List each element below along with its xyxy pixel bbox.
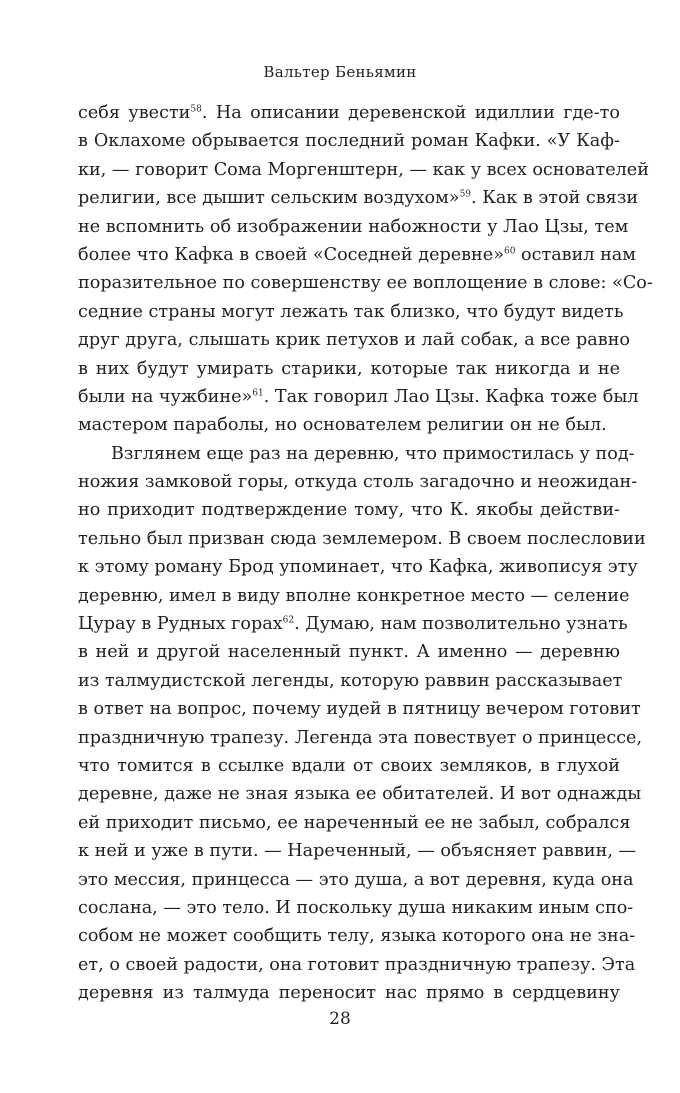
text-run: из талмудистской легенды, которую раввин рассказывает xyxy=(78,670,623,691)
text-line xyxy=(78,553,638,581)
text-line xyxy=(78,440,635,468)
text-run: Взглянем еще раз на деревню, что примостилась у под- xyxy=(111,443,635,464)
text-line xyxy=(78,866,634,894)
text-run: ки, — говорит Сома Моргенштерн, — как у всех основателей xyxy=(78,159,649,180)
text-line xyxy=(78,695,641,723)
text-line xyxy=(78,837,637,865)
text-line xyxy=(78,667,623,695)
running-head-author: Вальтер Беньямин xyxy=(263,63,417,81)
text-run: оставил нам xyxy=(515,244,636,265)
text-run: Цурау в Рудных горах xyxy=(78,614,283,635)
text-run: ет, о своей радости, она готовит праздничную трапезу. Эта xyxy=(78,954,636,975)
footnote-ref: 58 xyxy=(190,104,202,115)
text-run: праздничную трапезу. Легенда эта повествует о принцессе, xyxy=(78,727,643,748)
text-line xyxy=(78,411,620,439)
footnote-ref: 61 xyxy=(252,388,264,399)
text-run: мастером параболы, но основателем религии он не был. xyxy=(78,415,607,436)
text-line xyxy=(78,582,630,610)
text-run: собом не может сообщить телу, языка которого она не зна- xyxy=(78,926,636,947)
text-run: это мессия, принцесса — это душа, а вот деревня, куда она xyxy=(78,869,634,890)
text-run: ей приходит письмо, ее нареченный ее не забыл, собрался xyxy=(78,812,631,833)
text-run: поразительное по совершенству ее воплощение в слове: «Со- xyxy=(78,273,653,294)
text-run: деревня из талмуда переносит нас прямо в сердцевину xyxy=(78,983,620,1004)
text-line xyxy=(78,951,636,979)
text-line xyxy=(78,780,642,808)
text-run: себя увести xyxy=(78,103,191,123)
page-number: 28 xyxy=(329,1009,351,1029)
text-line xyxy=(78,156,649,184)
paragraph xyxy=(78,440,646,1008)
text-run: но приходит подтверждение тому, что К. якобы действи- xyxy=(78,500,620,521)
text-run: не вспомнить об изображении набожности у Лао Цзы, тем xyxy=(78,216,629,237)
text-run: . На описании деревенской идиллии где-то xyxy=(201,103,620,123)
text-line xyxy=(78,752,620,780)
text-line xyxy=(78,979,620,1007)
text-run: деревне, даже не зная языка ее обитателей. И вот однажды xyxy=(78,784,642,805)
text-line xyxy=(78,468,638,496)
text-run: были на чужбине» xyxy=(78,386,253,407)
text-run: сослана, — это тело. И поскольку душа никаким иным спо- xyxy=(78,897,634,918)
text-run: в Оклахоме обрывается последний роман Кафки. «У Каф- xyxy=(78,131,620,152)
text-line xyxy=(78,894,634,922)
footnote-ref: 59 xyxy=(459,189,472,200)
text-run: деревню, имел в виду вполне конкретное место — селение xyxy=(78,585,630,606)
text-line xyxy=(78,922,636,950)
text-run: более что Кафка в своей «Соседней деревне» xyxy=(78,244,504,265)
text-line xyxy=(78,241,636,269)
text-run: религии, все дышит сельским воздухом» xyxy=(78,188,460,209)
text-line xyxy=(78,638,620,666)
text-run: в них будут умирать старики, которые так никогда и не xyxy=(78,358,620,379)
text-run: . Как в этой связи xyxy=(471,188,639,209)
text-run: в ответ на вопрос, почему иудей в пятницу вечером готовит xyxy=(78,699,641,720)
text-run: друг друга, слышать крик петухов и лай собак, а все равно xyxy=(78,330,631,351)
text-line xyxy=(78,496,620,524)
text-line xyxy=(78,99,620,127)
text-run: . Думаю, нам позволительно узнать xyxy=(294,614,628,635)
footnote-ref: 62 xyxy=(282,615,295,626)
text-line xyxy=(78,269,653,297)
text-line xyxy=(78,724,643,752)
text-line xyxy=(78,326,631,354)
footnote-ref: 60 xyxy=(503,246,516,257)
text-line xyxy=(78,127,620,155)
text-run: к этому роману Брод упоминает, что Кафка, живописуя эту xyxy=(78,557,638,578)
paragraph xyxy=(78,99,653,440)
text-line xyxy=(78,184,639,212)
text-line xyxy=(78,809,631,837)
text-run: в ней и другой населенный пункт. А именно — деревню xyxy=(78,642,620,663)
text-line xyxy=(78,355,620,383)
text-run: к ней и уже в пути. — Нареченный, — объясняет раввин, — xyxy=(78,841,637,862)
text-line xyxy=(78,213,629,241)
text-line xyxy=(78,298,624,326)
text-line xyxy=(78,525,646,553)
body-text xyxy=(78,99,653,1008)
text-line xyxy=(78,383,639,411)
text-run: седние страны могут лежать так близко, что будут видеть xyxy=(78,301,624,322)
text-run: ножия замковой горы, откуда столь загадочно и неожидан- xyxy=(78,472,638,493)
text-run: тельно был призван сюда землемером. В своем послесловии xyxy=(78,528,646,549)
text-run: . Так говорил Лао Цзы. Кафка тоже был xyxy=(263,386,639,407)
text-run: что томится в ссылке вдали от своих земляков, в глухой xyxy=(78,755,620,776)
text-line xyxy=(78,610,628,638)
